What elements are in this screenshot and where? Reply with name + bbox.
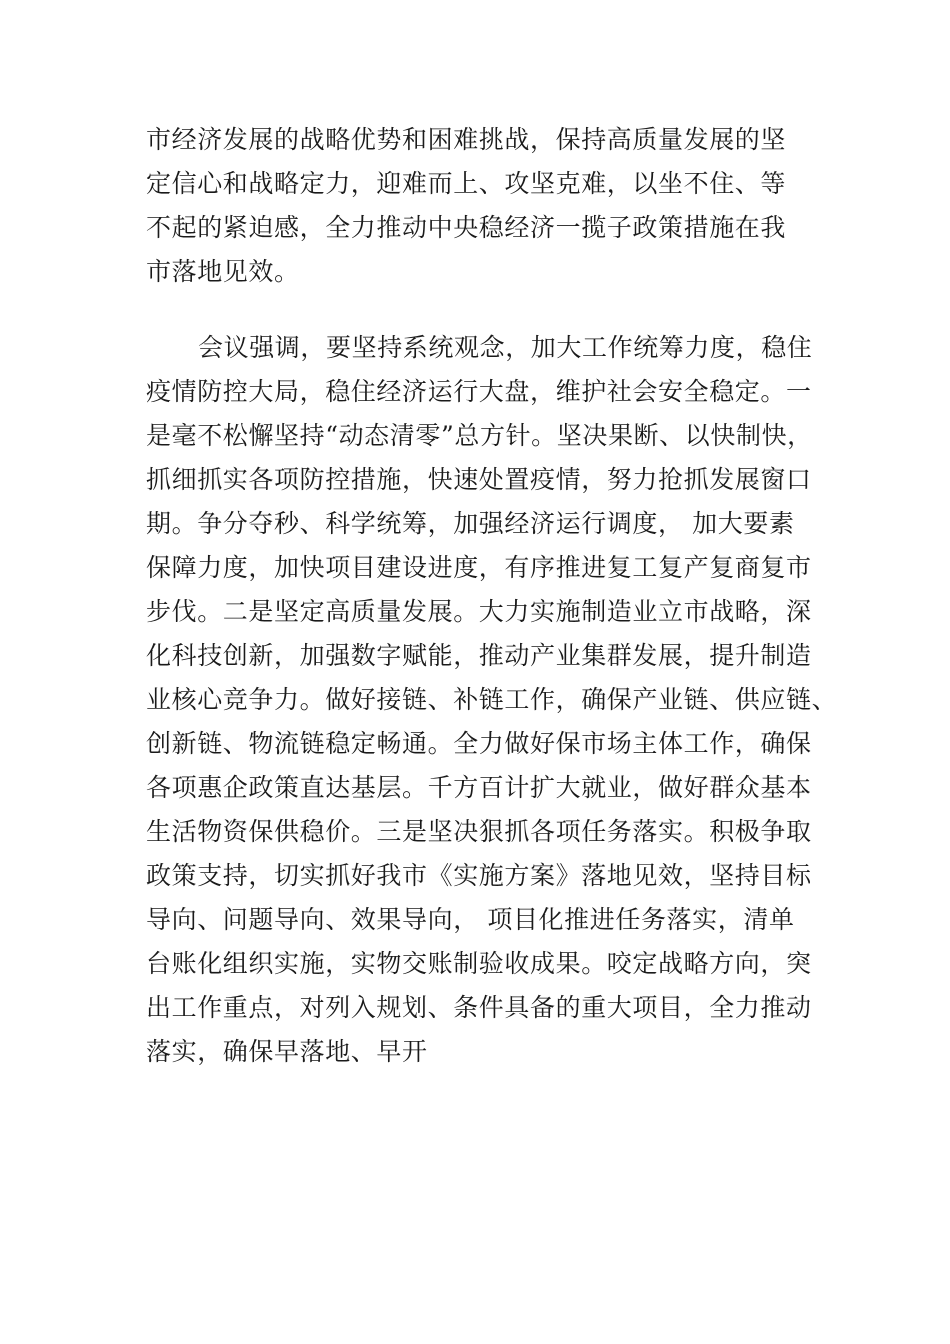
text-line: 不起的紧迫感，全力推动中央稳经济一揽子政策措施在我	[146, 213, 787, 242]
text-line: 期。争分夺秒、科学统筹，加强经济运行调度， 加大要素	[146, 509, 795, 538]
text-line: 出工作重点，对列入规划、条件具备的重大项目，全力推动	[146, 993, 812, 1022]
text-line: 会议强调，要坚持系统观念，加大工作统筹力度，稳住	[198, 333, 813, 362]
text-line: 落实，确保早落地、早开	[146, 1037, 428, 1066]
paragraph-2	[146, 326, 838, 1074]
text-line: 业核心竞争力。做好接链、补链工作，确保产业链、供应链、	[146, 685, 838, 714]
text-line: 导向、问题导向、效果导向， 项目化推进任务落实，清单	[146, 905, 795, 934]
text-line: 是毫不松懈坚持“动态清零”总方针。坚决果断、以快制快，	[146, 421, 813, 450]
text-line: 市落地见效。	[146, 257, 300, 286]
text-line: 生活物资保供稳价。三是坚决狠抓各项任务落实。积极争取	[146, 817, 812, 846]
text-line: 保障力度，加快项目建设进度，有序推进复工复产复商复市	[146, 553, 812, 582]
text-line: 疫情防控大局，稳住经济运行大盘，维护社会安全稳定。一	[146, 377, 812, 406]
text-line: 各项惠企政策直达基层。千方百计扩大就业，做好群众基本	[146, 773, 812, 802]
text-line: 定信心和战略定力，迎难而上、攻坚克难，以坐不住、等	[146, 169, 787, 198]
text-line: 创新链、物流链稳定畅通。全力做好保市场主体工作，确保	[146, 729, 812, 758]
text-line: 抓细抓实各项防控措施，快速处置疫情，努力抢抓发展窗口	[146, 465, 812, 494]
text-line: 台账化组织实施，实物交账制验收成果。咬定战略方向，突	[146, 949, 812, 978]
text-line: 政策支持，切实抓好我市《实施方案》落地见效，坚持目标	[146, 861, 812, 890]
text-line: 市经济发展的战略优势和困难挑战，保持高质量发展的坚	[146, 125, 787, 154]
text-line: 步伐。二是坚定高质量发展。大力实施制造业立市战略，深	[146, 597, 812, 626]
paragraph-1	[146, 118, 826, 294]
text-line: 化科技创新，加强数字赋能，推动产业集群发展，提升制造	[146, 641, 812, 670]
